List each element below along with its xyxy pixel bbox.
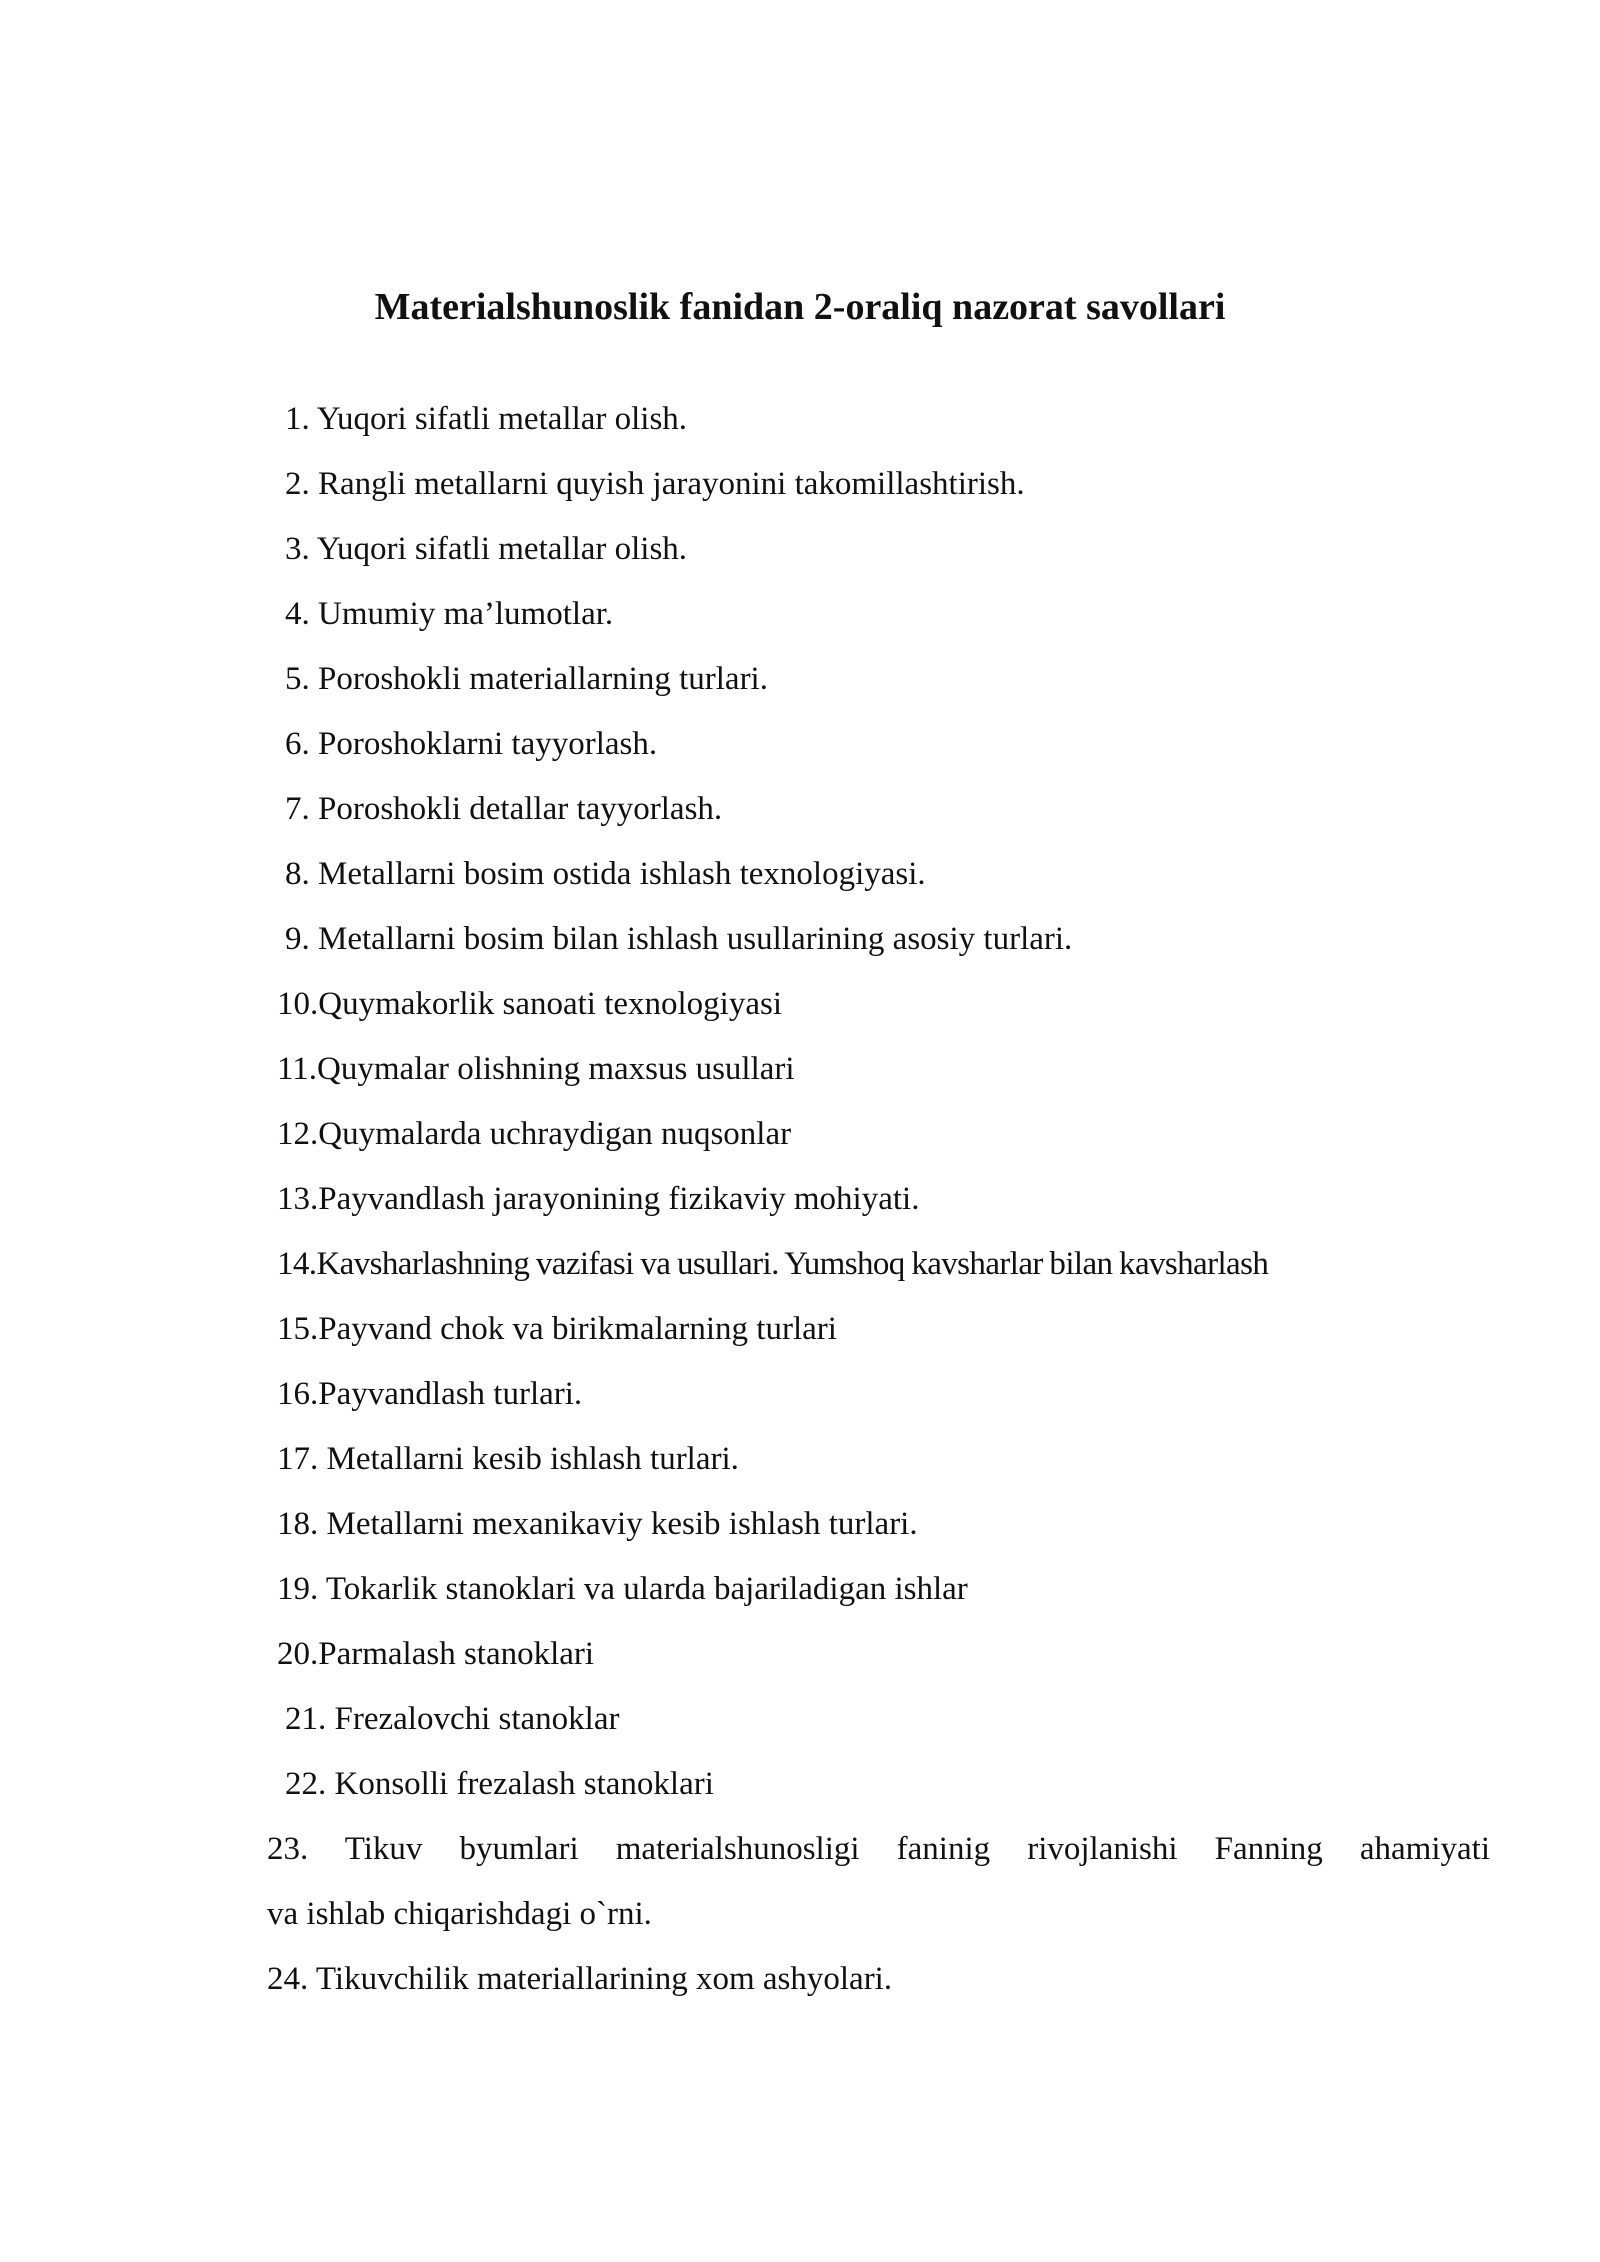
list-item [285, 852, 926, 896]
item-number: 4. [285, 596, 310, 632]
item-number: 18. [277, 1506, 319, 1542]
list-item [267, 1827, 1490, 1871]
item-text: Rangli metallarni quyish jarayonini takomillashtirish. [318, 466, 1025, 502]
item-number: 3. [285, 531, 310, 567]
list-item [285, 592, 613, 636]
item-text: Tikuv byumlari materialshunosligi faninig rivojlanishi Fanning ahamiyati [344, 1831, 1490, 1867]
item-number: 6. [285, 726, 310, 762]
item-text: Tikuvchilik materiallarining xom ashyolari. [315, 1961, 893, 1997]
list-item [277, 1437, 739, 1481]
item-text: Poroshoklarni tayyorlash. [318, 726, 658, 762]
item-text: Yuqori sifatli metallar olish. [316, 401, 688, 437]
item-text: Poroshokli detallar tayyorlash. [318, 791, 723, 827]
list-item [277, 1632, 594, 1676]
item-text: Umumiy ma’lumotlar. [318, 596, 614, 632]
list-item [277, 982, 782, 1026]
list-item [277, 1047, 795, 1091]
list-item [277, 1112, 791, 1156]
list-item [285, 1697, 619, 1741]
item-number: 1. [285, 401, 310, 437]
item-number: 22. [285, 1766, 327, 1802]
list-item [285, 657, 768, 701]
item-number: 17. [277, 1441, 319, 1477]
list-item [277, 1177, 919, 1221]
item-text: Metallarni bosim ostida ishlash texnologiyasi. [318, 856, 926, 892]
item-text: Payvandlash turlari. [318, 1376, 583, 1412]
list-item [285, 462, 1025, 506]
item-text: Frezalovchi stanoklar [334, 1701, 620, 1737]
item-text: Metallarni bosim bilan ishlash usullarining asosiy turlari. [318, 921, 1073, 957]
list-item [285, 722, 657, 766]
list-item [285, 1762, 714, 1806]
item-number: 20. [277, 1636, 319, 1672]
item-number: 8. [285, 856, 310, 892]
item-number: 2. [285, 466, 310, 502]
list-item [277, 1567, 968, 1611]
item-text: Poroshokli materiallarning turlari. [318, 661, 768, 697]
item-text: Payvand chok va birikmalarning turlari [318, 1311, 837, 1347]
item-text: Metallarni kesib ishlash turlari. [326, 1441, 739, 1477]
item-number: 24. [267, 1961, 309, 1997]
item-text: Quymalarda uchraydigan nuqsonlar [318, 1116, 792, 1152]
item-number: 19. [277, 1571, 319, 1607]
item-text: Quymakorlik sanoati texnologiyasi [318, 986, 783, 1022]
list-item [285, 397, 687, 441]
list-item-continuation: va ishlab chiqarishdagi o`rni. [267, 1896, 652, 1932]
list-item [277, 1307, 837, 1351]
item-number: 12. [277, 1116, 319, 1152]
item-text: Payvandlash jarayonining fizikaviy mohiyati. [318, 1181, 920, 1217]
list-item [285, 787, 722, 831]
item-text: Kavsharlashning vazifasi va usullari. Yumshoq kavsharlar bilan kavsharlash [316, 1246, 1269, 1282]
list-item [277, 1242, 1268, 1286]
item-number: 14. [277, 1246, 317, 1282]
list-item [285, 917, 1072, 961]
item-number: 16. [277, 1376, 319, 1412]
item-text: Tokarlik stanoklari va ularda bajariladigan ishlar [325, 1571, 968, 1607]
item-text: Konsolli frezalash stanoklari [334, 1766, 714, 1802]
item-text: Quymalar olishning maxsus usullari [317, 1051, 795, 1087]
item-number: 9. [285, 921, 310, 957]
item-number: 11. [277, 1051, 318, 1087]
item-text: Yuqori sifatli metallar olish. [316, 531, 688, 567]
list-item [285, 527, 687, 571]
item-number: 23. [267, 1831, 309, 1867]
document-title: Materialshunoslik fanidan 2-oraliq nazorat savollari [374, 286, 1226, 328]
item-text: Metallarni mexanikaviy kesib ishlash turlari. [326, 1506, 918, 1542]
item-number: 13. [277, 1181, 319, 1217]
item-number: 10. [277, 986, 319, 1022]
item-number: 15. [277, 1311, 319, 1347]
item-number: 5. [285, 661, 310, 697]
item-number: 7. [285, 791, 310, 827]
list-item [277, 1372, 582, 1416]
item-text: Parmalash stanoklari [318, 1636, 595, 1672]
list-item [267, 1957, 892, 2001]
list-item [277, 1502, 918, 1546]
item-number: 21. [285, 1701, 327, 1737]
